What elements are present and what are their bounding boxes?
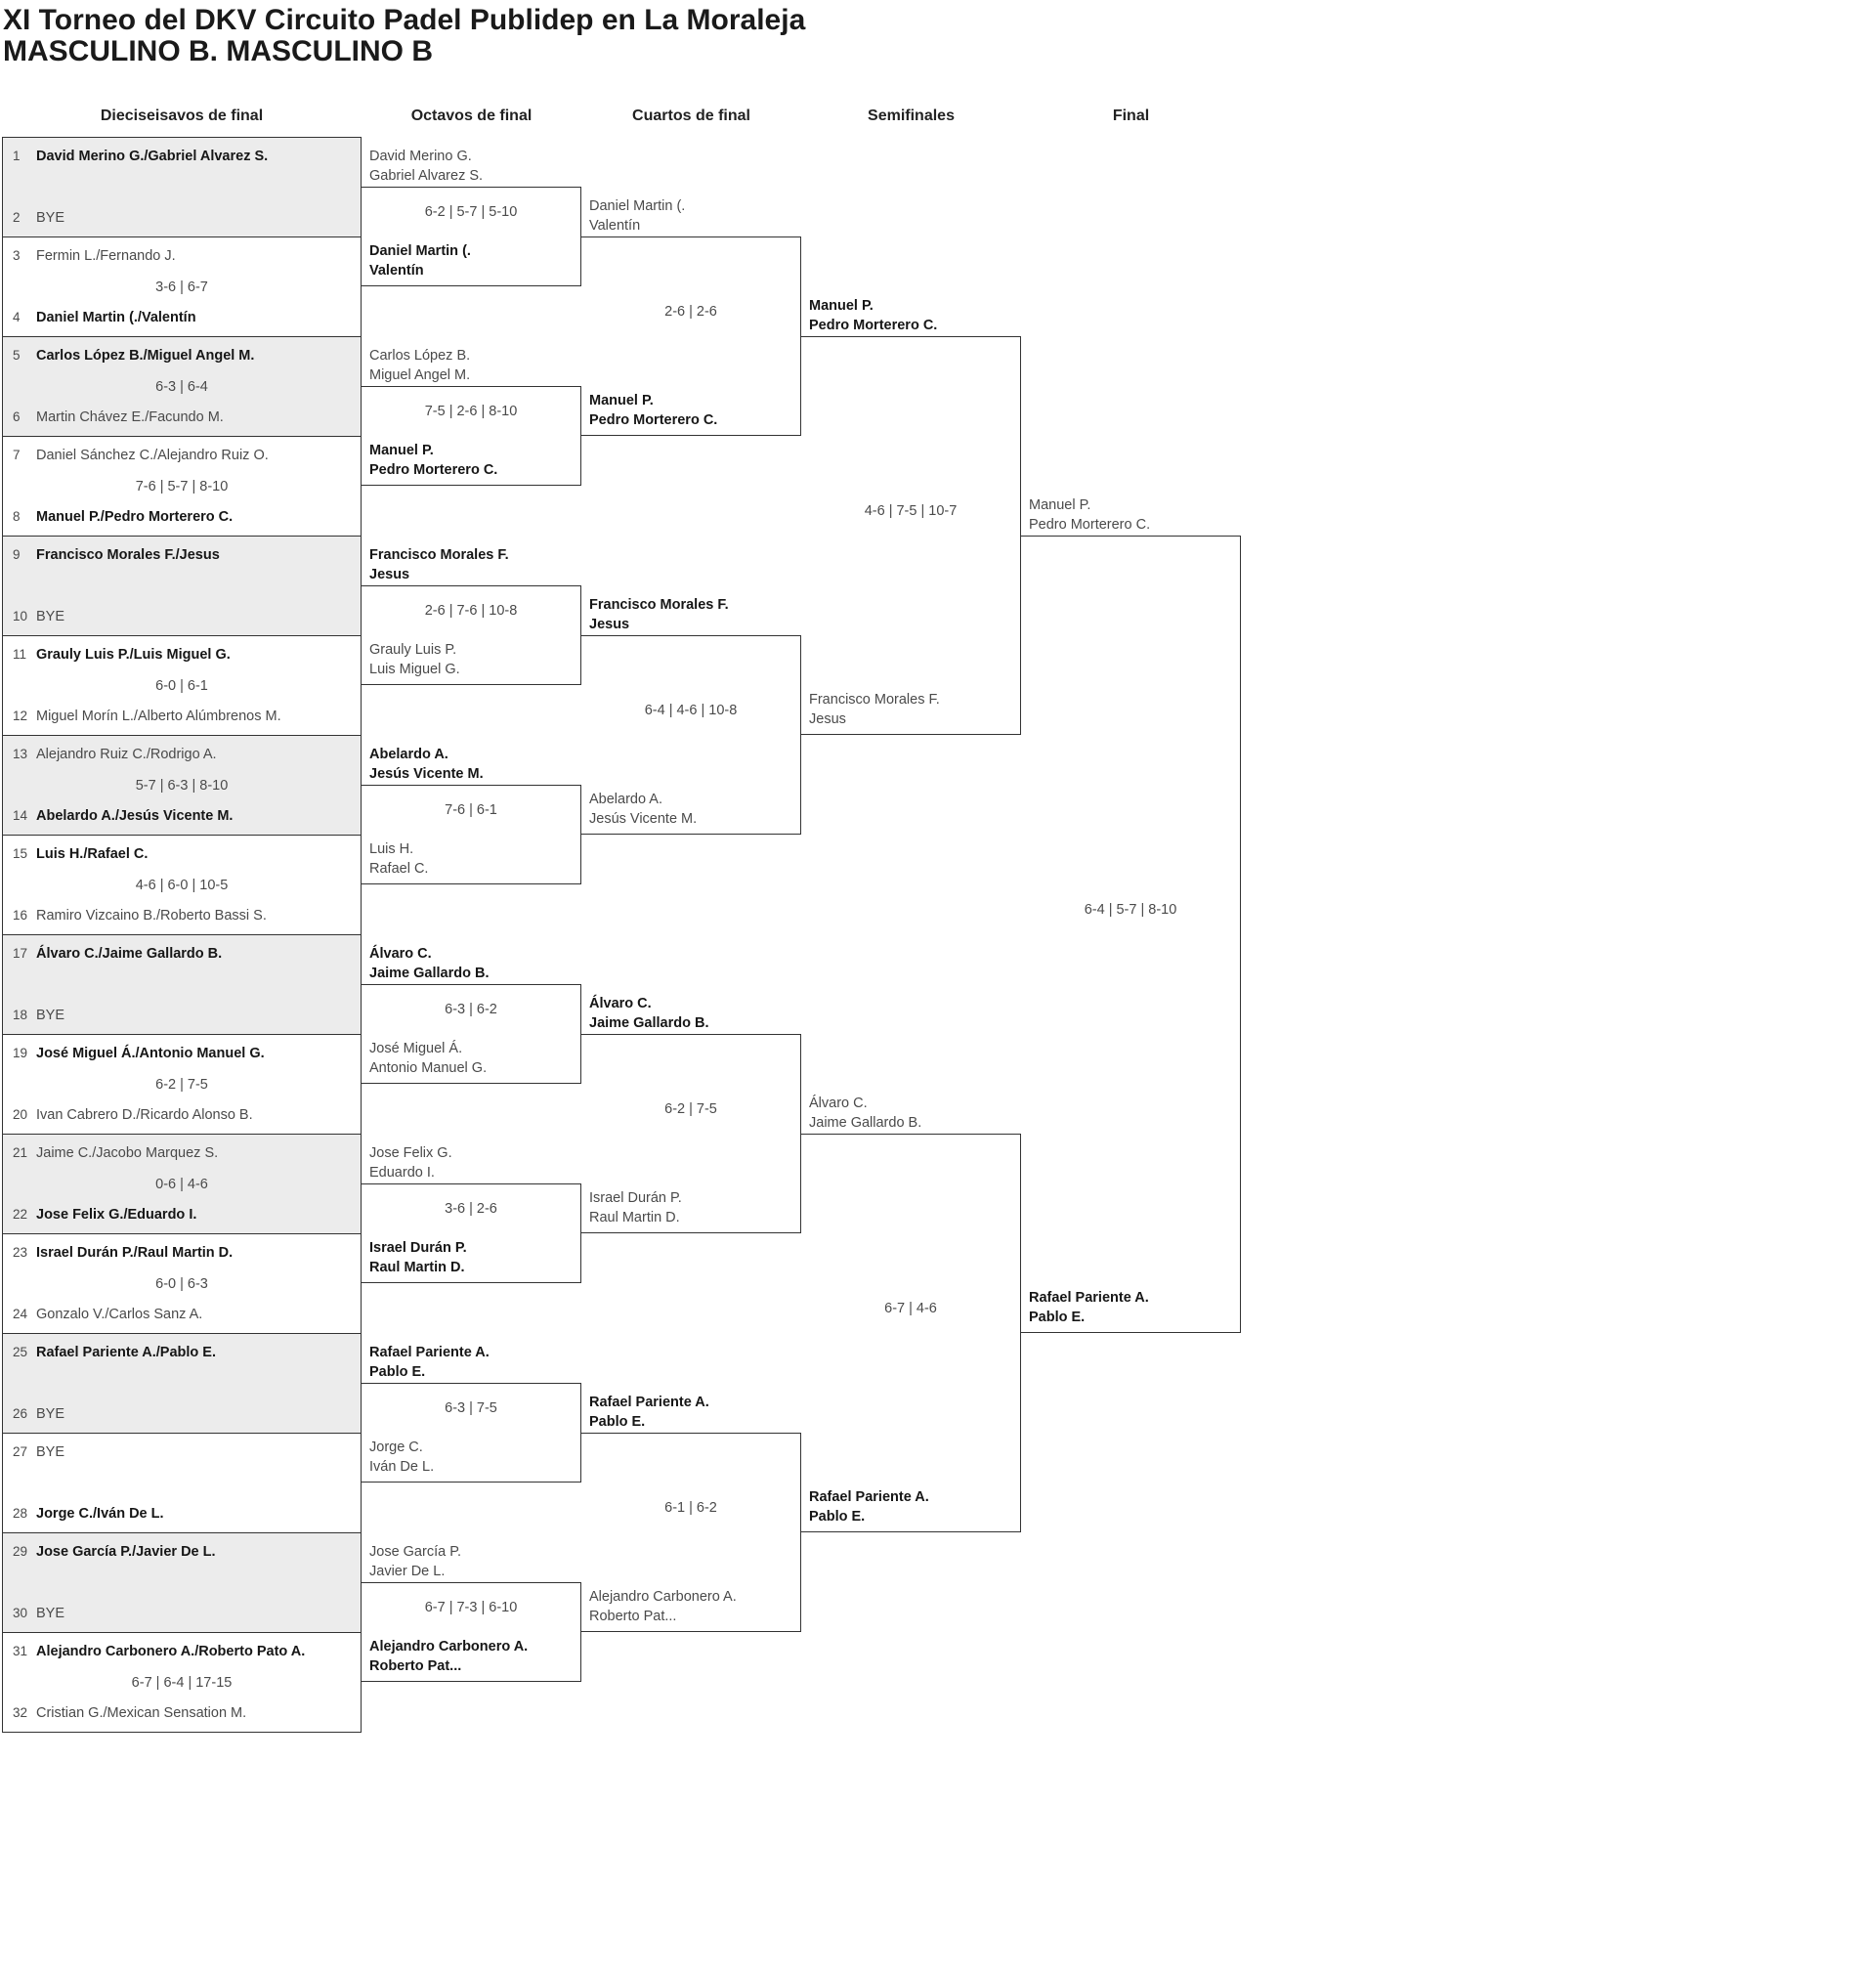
page-subtitle: MASCULINO B. MASCULINO B bbox=[3, 35, 433, 67]
seed-number: 21 bbox=[13, 1145, 28, 1160]
seed-number: 3 bbox=[13, 248, 21, 263]
team-label: Rafael Pariente A. Pablo E. bbox=[809, 1489, 929, 1525]
player-entry bbox=[13, 908, 355, 924]
team-label: Jose Felix G. Eduardo I. bbox=[369, 1145, 452, 1181]
r32-match bbox=[2, 1034, 362, 1134]
team-name: Carlos López B./Miguel Angel M. bbox=[36, 348, 255, 364]
r16-match bbox=[362, 1544, 581, 1682]
player-entry bbox=[13, 1345, 355, 1360]
seed-number: 20 bbox=[13, 1107, 28, 1122]
seed-number: 32 bbox=[13, 1705, 28, 1720]
team-name: BYE bbox=[36, 1444, 65, 1460]
r32-match bbox=[2, 336, 362, 436]
team-name: Jaime C./Jacobo Marquez S. bbox=[36, 1145, 219, 1161]
r32-match bbox=[2, 536, 362, 635]
team-label: Álvaro C. Jaime Gallardo B. bbox=[809, 1096, 922, 1131]
player-entry bbox=[13, 1606, 355, 1621]
match-score: 2-6 | 2-6 bbox=[664, 304, 717, 320]
team-label: Abelardo A. Jesús Vicente M. bbox=[369, 747, 484, 782]
player-entry bbox=[13, 808, 355, 824]
r16-match bbox=[362, 348, 581, 486]
match-score: 6-2 | 7-5 bbox=[664, 1101, 717, 1117]
team-label: Carlos López B. Miguel Angel M. bbox=[369, 348, 471, 383]
team-label: Álvaro C. Jaime Gallardo B. bbox=[589, 996, 709, 1031]
match-score: 6-4 | 4-6 | 10-8 bbox=[644, 703, 738, 718]
player-entry bbox=[13, 747, 355, 762]
team-name: Fermin L./Fernando J. bbox=[36, 248, 176, 264]
team-label: Israel Durán P. Raul Martin D. bbox=[589, 1190, 682, 1225]
seed-number: 11 bbox=[13, 647, 27, 662]
seed-number: 6 bbox=[13, 409, 21, 424]
player-entry bbox=[13, 1245, 355, 1261]
player-entry bbox=[13, 348, 355, 364]
r32-match bbox=[2, 1532, 362, 1632]
team-name: Gonzalo V./Carlos Sanz A. bbox=[36, 1307, 203, 1322]
team-label: Francisco Morales F. Jesus bbox=[369, 547, 509, 582]
player-entry bbox=[13, 448, 355, 463]
team-label: Francisco Morales F. Jesus bbox=[809, 692, 940, 727]
sf-match bbox=[801, 1096, 1021, 1532]
r16-match bbox=[362, 149, 581, 286]
player-entry bbox=[13, 1406, 355, 1422]
match-score: 4-6 | 6-0 | 10-5 bbox=[135, 877, 229, 893]
team-name: Cristian G./Mexican Sensation M. bbox=[36, 1705, 247, 1721]
r32-match bbox=[2, 1233, 362, 1333]
seed-number: 1 bbox=[13, 149, 21, 163]
seed-number: 26 bbox=[13, 1406, 28, 1421]
team-label: Daniel Martin (. Valentín bbox=[369, 243, 471, 279]
seed-number: 24 bbox=[13, 1307, 28, 1321]
player-entry bbox=[13, 1544, 355, 1560]
final-match bbox=[1021, 497, 1241, 1333]
team-label: Alejandro Carbonero A. Roberto Pat... bbox=[369, 1639, 529, 1674]
team-label: Grauly Luis P. Luis Miguel G. bbox=[369, 642, 460, 677]
round-header-cuartos: Cuartos de final bbox=[632, 107, 750, 124]
team-name: Daniel Sánchez C./Alejandro Ruiz O. bbox=[36, 448, 269, 463]
match-score: 6-2 | 7-5 bbox=[155, 1076, 208, 1093]
r16-match bbox=[362, 1345, 581, 1483]
seed-number: 12 bbox=[13, 709, 28, 723]
player-entry bbox=[13, 547, 355, 563]
player-entry bbox=[13, 709, 355, 724]
team-label: Jorge C. Iván De L. bbox=[369, 1440, 435, 1475]
match-score: 2-6 | 7-6 | 10-8 bbox=[424, 603, 518, 619]
match-score: 6-7 | 4-6 bbox=[884, 1301, 937, 1316]
r32-match bbox=[2, 236, 362, 336]
r32-match bbox=[2, 1433, 362, 1532]
r32-match bbox=[2, 735, 362, 835]
match-score: 7-6 | 5-7 | 8-10 bbox=[135, 478, 229, 494]
r16-match bbox=[362, 747, 581, 884]
match-score: 4-6 | 7-5 | 10-7 bbox=[864, 503, 958, 519]
player-entry bbox=[13, 1444, 355, 1460]
player-entry bbox=[13, 509, 355, 525]
seed-number: 18 bbox=[13, 1008, 28, 1022]
seed-number: 14 bbox=[13, 808, 28, 823]
team-label: Rafael Pariente A. Pablo E. bbox=[369, 1345, 490, 1380]
seed-number: 7 bbox=[13, 448, 21, 462]
r32-match bbox=[2, 635, 362, 735]
team-name: Jose García P./Javier De L. bbox=[36, 1544, 216, 1560]
team-label: Manuel P. Pedro Morterero C. bbox=[1029, 497, 1151, 533]
team-label: José Miguel Á. Antonio Manuel G. bbox=[369, 1041, 488, 1076]
player-entry bbox=[13, 1506, 355, 1522]
team-name: Álvaro C./Jaime Gallardo B. bbox=[36, 946, 223, 962]
player-entry bbox=[13, 1705, 355, 1721]
team-name: Ivan Cabrero D./Ricardo Alonso B. bbox=[36, 1107, 253, 1123]
page-title: XI Torneo del DKV Circuito Padel Publidep en La Moraleja bbox=[3, 4, 806, 36]
player-entry bbox=[13, 1644, 355, 1659]
r32-match bbox=[2, 436, 362, 536]
team-name: BYE bbox=[36, 210, 65, 226]
match-score: 7-5 | 2-6 | 8-10 bbox=[424, 404, 518, 419]
r32-match bbox=[2, 1632, 362, 1733]
team-label: Jose García P. Javier De L. bbox=[369, 1544, 462, 1579]
seed-number: 9 bbox=[13, 547, 21, 562]
qf-match bbox=[581, 597, 801, 835]
round-header-dieciseisavos: Dieciseisavos de final bbox=[100, 107, 264, 124]
team-name: Grauly Luis P./Luis Miguel G. bbox=[36, 647, 231, 663]
team-name: Abelardo A./Jesús Vicente M. bbox=[36, 808, 234, 824]
player-entry bbox=[13, 248, 355, 264]
team-label: Israel Durán P. Raul Martin D. bbox=[369, 1240, 467, 1275]
team-name: David Merino G./Gabriel Alvarez S. bbox=[36, 149, 269, 164]
seed-number: 29 bbox=[13, 1544, 28, 1559]
seed-number: 28 bbox=[13, 1506, 28, 1521]
player-entry bbox=[13, 210, 355, 226]
sf-match bbox=[801, 298, 1021, 735]
r32-match bbox=[2, 934, 362, 1034]
r16-match bbox=[362, 547, 581, 685]
player-entry bbox=[13, 1307, 355, 1322]
team-label: Rafael Pariente A. Pablo E. bbox=[1029, 1290, 1149, 1325]
team-label: Luis H. Rafael C. bbox=[369, 841, 429, 877]
seed-number: 27 bbox=[13, 1444, 28, 1459]
r16-match bbox=[362, 1145, 581, 1283]
seed-number: 13 bbox=[13, 747, 28, 761]
team-name: Alejandro Ruiz C./Rodrigo A. bbox=[36, 747, 217, 762]
round-header-semifinales: Semifinales bbox=[868, 107, 955, 124]
player-entry bbox=[13, 409, 355, 425]
match-score: 5-7 | 6-3 | 8-10 bbox=[135, 777, 229, 794]
page-header bbox=[3, 5, 805, 67]
team-name: Luis H./Rafael C. bbox=[36, 846, 149, 862]
team-name: BYE bbox=[36, 1606, 65, 1621]
match-score: 6-0 | 6-1 bbox=[155, 677, 208, 694]
seed-number: 31 bbox=[13, 1644, 28, 1658]
team-name: Jorge C./Iván De L. bbox=[36, 1506, 164, 1522]
match-score: 3-6 | 2-6 bbox=[445, 1201, 497, 1217]
player-entry bbox=[13, 946, 355, 962]
match-score: 6-4 | 5-7 | 8-10 bbox=[1084, 902, 1177, 918]
team-label: Álvaro C. Jaime Gallardo B. bbox=[369, 946, 490, 981]
seed-number: 25 bbox=[13, 1345, 28, 1359]
seed-number: 10 bbox=[13, 609, 28, 623]
match-score: 6-3 | 6-2 bbox=[445, 1002, 497, 1017]
team-label: Manuel P. Pedro Morterero C. bbox=[809, 298, 938, 333]
team-label: David Merino G. Gabriel Alvarez S. bbox=[369, 149, 484, 184]
player-entry bbox=[13, 310, 355, 325]
player-entry bbox=[13, 1207, 355, 1223]
round-header-final: Final bbox=[1112, 107, 1150, 124]
seed-number: 5 bbox=[13, 348, 21, 363]
match-score: 6-3 | 6-4 bbox=[155, 378, 208, 395]
team-name: José Miguel Á./Antonio Manuel G. bbox=[36, 1046, 265, 1061]
team-name: BYE bbox=[36, 1008, 65, 1023]
team-name: BYE bbox=[36, 609, 65, 624]
team-name: Daniel Martin (./Valentín bbox=[36, 310, 196, 325]
seed-number: 4 bbox=[13, 310, 21, 324]
team-label: Abelardo A. Jesús Vicente M. bbox=[589, 792, 698, 827]
team-name: Martin Chávez E./Facundo M. bbox=[36, 409, 224, 425]
seed-number: 30 bbox=[13, 1606, 28, 1620]
seed-number: 16 bbox=[13, 908, 28, 923]
team-name: Israel Durán P./Raul Martin D. bbox=[36, 1245, 234, 1261]
match-score: 3-6 | 6-7 bbox=[155, 279, 208, 295]
seed-number: 23 bbox=[13, 1245, 28, 1260]
match-score: 6-1 | 6-2 bbox=[664, 1500, 717, 1516]
team-name: BYE bbox=[36, 1406, 65, 1422]
seed-number: 2 bbox=[13, 210, 21, 225]
match-score: 6-7 | 6-4 | 17-15 bbox=[131, 1674, 233, 1691]
team-name: Francisco Morales F./Jesus bbox=[36, 547, 220, 563]
r16-match bbox=[362, 946, 581, 1084]
round-header-octavos: Octavos de final bbox=[410, 107, 533, 124]
player-entry bbox=[13, 647, 355, 663]
player-entry bbox=[13, 149, 355, 164]
team-label: Manuel P. Pedro Morterero C. bbox=[369, 443, 498, 478]
qf-match bbox=[581, 996, 801, 1233]
match-score: 6-0 | 6-3 bbox=[155, 1275, 208, 1292]
team-label: Alejandro Carbonero A. Roberto Pat... bbox=[589, 1589, 737, 1624]
team-label: Daniel Martin (. Valentín bbox=[589, 198, 686, 234]
match-score: 7-6 | 6-1 bbox=[445, 802, 497, 818]
team-name: Ramiro Vizcaino B./Roberto Bassi S. bbox=[36, 908, 267, 924]
qf-match bbox=[581, 198, 801, 436]
player-entry bbox=[13, 1046, 355, 1061]
r32-match bbox=[2, 835, 362, 934]
match-score: 6-3 | 7-5 bbox=[445, 1400, 497, 1416]
match-score: 0-6 | 4-6 bbox=[155, 1176, 208, 1192]
player-entry bbox=[13, 1008, 355, 1023]
seed-number: 15 bbox=[13, 846, 28, 861]
player-entry bbox=[13, 846, 355, 862]
player-entry bbox=[13, 1145, 355, 1161]
team-label: Manuel P. Pedro Morterero C. bbox=[589, 393, 718, 428]
qf-match bbox=[581, 1395, 801, 1632]
seed-number: 22 bbox=[13, 1207, 28, 1222]
seed-number: 8 bbox=[13, 509, 21, 524]
match-score: 6-2 | 5-7 | 5-10 bbox=[424, 204, 518, 220]
player-entry bbox=[13, 1107, 355, 1123]
r32-match bbox=[2, 137, 362, 236]
r32-match bbox=[2, 1333, 362, 1433]
team-label: Rafael Pariente A. Pablo E. bbox=[589, 1395, 709, 1430]
team-label: Francisco Morales F. Jesus bbox=[589, 597, 729, 632]
seed-number: 19 bbox=[13, 1046, 28, 1060]
seed-number: 17 bbox=[13, 946, 28, 961]
team-name: Manuel P./Pedro Morterero C. bbox=[36, 509, 234, 525]
match-score: 6-7 | 7-3 | 6-10 bbox=[424, 1600, 518, 1615]
team-name: Rafael Pariente A./Pablo E. bbox=[36, 1345, 216, 1360]
r32-match bbox=[2, 1134, 362, 1233]
team-name: Miguel Morín L./Alberto Alúmbrenos M. bbox=[36, 709, 281, 724]
team-name: Alejandro Carbonero A./Roberto Pato A. bbox=[36, 1644, 306, 1659]
player-entry bbox=[13, 609, 355, 624]
team-name: Jose Felix G./Eduardo I. bbox=[36, 1207, 197, 1223]
